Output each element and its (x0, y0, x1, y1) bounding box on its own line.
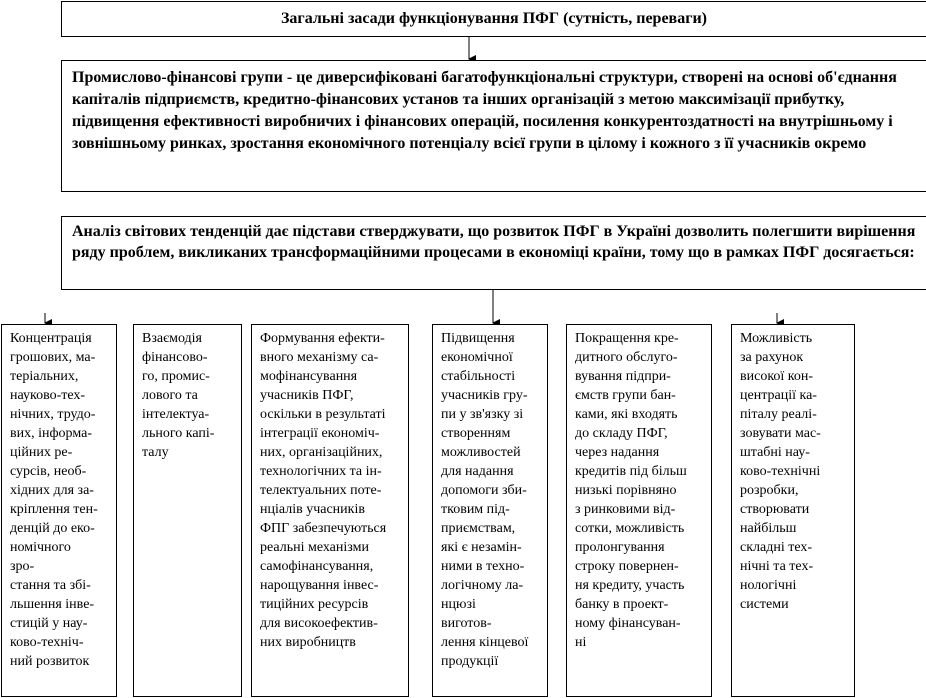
definition-text: Промислово-фінансові групи - це диверсифіковані багатофункціональні структури, створені на основі об'єднання капіталів підприємств, кредитно-фінансових установ та інших організацій з метою максимізації прибутку, підвищення ефективності виробничих і фінансових операцій, посилення конкурентоздатності на внутрішньому і зовнішньому ринках, зростання економічного потенціалу всієї групи в цілому і кожного з її учасників окремо (72, 69, 897, 152)
advantage-box-interaction (133, 324, 242, 697)
diagram-title: Загальні засади функціонування ПФГ (сутність, переваги) (280, 10, 708, 27)
advantage-box-credit (566, 324, 712, 697)
advantage-text: Можливість за рахунок високої кон- центрації ка- піталу реалі- зовувати мас- штабні нау- ково-технічні розробки, створювати найбільш складні тех- нічні та тех- нологічні системи (740, 331, 821, 612)
advantage-text: Покращення кре- дитного обслуго- вування підпри- ємств групи бан- ками, які входять до складу ПФГ, через надання кредитів під більш низькі порівняно з ринковими від- сотки, можливість пролонгування строку повернен- ня кредиту, участь банку в проект- ному фінансуван- ні (575, 331, 687, 650)
analysis-box (61, 216, 926, 290)
advantage-text: Формування ефекти- вного механізму са- мофінансування учасників ПФГ, оскільки в результаті інтеграції економіч- них, організаційних, технологічних та ін- телектуальних поте- нціалів учасників ФПГ забезпечуються реальні механізми самофінансування, нарощування інвес- тиційних ресурсів для високоефектив- них виробництв (260, 331, 387, 650)
title-box (61, 1, 926, 37)
advantage-box-self-financing (251, 324, 409, 697)
definition-box (61, 60, 926, 192)
advantage-text: Підвищення економічної стабільності учасників гру- пи у зв'язку зі створенням можливостей для надання допомоги зби- тковим під- приємствам, які є незамін- ними в техно- логічному ла- нцюзі виготов- лення кінцевої продукції (441, 331, 529, 669)
advantage-box-stability (432, 324, 548, 697)
analysis-text: Аналіз світових тенденцій дає підстави стверджувати, що розвиток ПФГ в Україні дозволить полегшити вирішення ряду проблем, викликаних трансформаційними процесами в економіці країни, тому що в рамках ПФГ досягається: (72, 223, 916, 261)
advantage-box-concentration (1, 324, 117, 697)
advantage-text: Концентрація грошових, ма- теріальних, науково-тех- нічних, трудо- вих, інформа- ційних ре- сурсів, необ- хідних для за- кріплення тен- денцій до еко- номічного зро- стання та збі- льшення інве- стицій у нау- ково-техніч- ний розвиток (10, 331, 98, 669)
advantage-box-capital (731, 324, 855, 697)
advantage-text: Взаємодія фінансово- го, промис- лового та інтелектуа- льного капі- талу (142, 331, 215, 460)
